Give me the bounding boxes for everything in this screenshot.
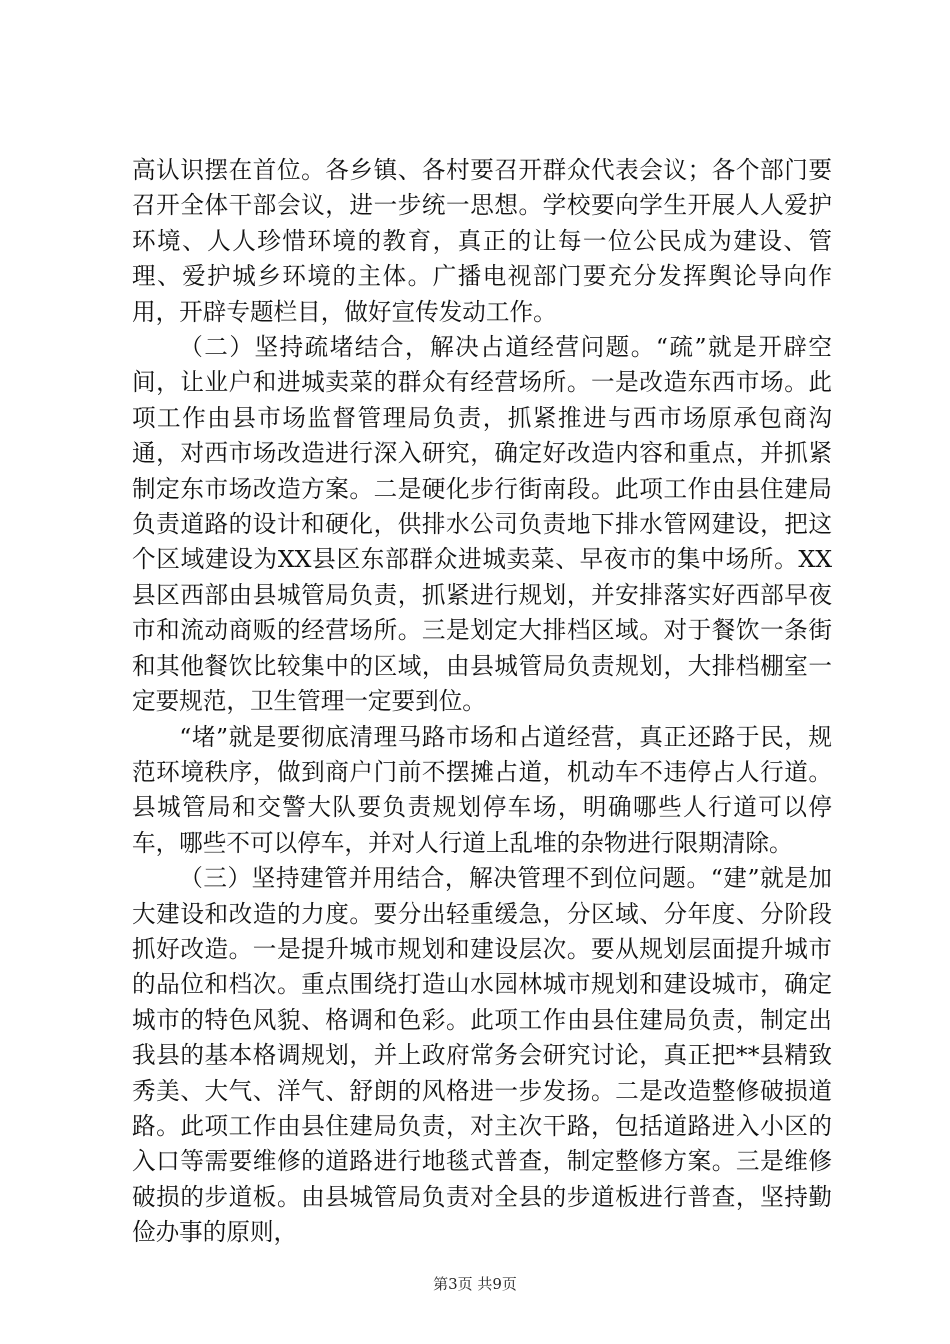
document-body	[132, 153, 832, 1251]
page-number-footer: 第3页 共9页	[433, 1275, 517, 1293]
paragraph-section-three: （三）坚持建管并用结合，解决管理不到位问题。“建”就是加大建设和改造的力度。要分出轻重缓急，分区域、分年度、分阶段抓好改造。一是提升城市规划和建设层次。要从规划层面提升城市的品位和档次。重点围绕打造山水园林城市规划和建设城市，确定城市的特色风貌、格调和色彩。此项工作由县住建局负责，制定出我县的基本格调规划，并上政府常务会研究讨论，真正把**县精致秀美、大气、洋气、舒朗的风格进一步发扬。二是改造整修破损道路。此项工作由县住建局负责，对主次干路，包括道路进入小区的入口等需要维修的道路进行地毯式普查，制定整修方案。三是维修破损的步道板。由县城管局负责对全县的步道板进行普查，坚持勤俭办事的原则，	[132, 864, 832, 1247]
paragraph-blocking: “堵”就是要彻底清理马路市场和占道经营，真正还路于民，规范环境秩序，做到商户门前不摆摊占道，机动车不违停占人行道。县城管局和交警大队要负责规划停车场，明确哪些人行道可以停车，哪些不可以停车，并对人行道上乱堆的杂物进行限期清除。	[132, 722, 832, 857]
paragraph-section-two: （二）坚持疏堵结合，解决占道经营问题。“疏”就是开辟空间，让业户和进城卖菜的群众有经营场所。一是改造东西市场。此项工作由县市场监督管理局负责，抓紧推进与西市场原承包商沟通，对西市场改造进行深入研究，确定好改造内容和重点，并抓紧制定东市场改造方案。二是硬化步行街南段。此项工作由县住建局负责道路的设计和硬化，供排水公司负责地下排水管网建设，把这个区域建设为XX县区东部群众进城卖菜、早夜市的集中场所。XX县区西部由县城管局负责，抓紧进行规划，并安排落实好西部早夜市和流动商贩的经营场所。三是划定大排档区域。对于餐饮一条街和其他餐饮比较集中的区域，由县城管局负责规划，大排档棚室一定要规范，卫生管理一定要到位。	[132, 333, 832, 716]
paragraph-continuation: 高认识摆在首位。各乡镇、各村要召开群众代表会议；各个部门要召开全体干部会议，进一步统一思想。学校要向学生开展人人爱护环境、人人珍惜环境的教育，真正的让每一位公民成为建设、管理、爱护城乡环境的主体。广播电视部门要充分发挥舆论导向作用，开辟专题栏目，做好宣传发动工作。	[132, 156, 832, 326]
